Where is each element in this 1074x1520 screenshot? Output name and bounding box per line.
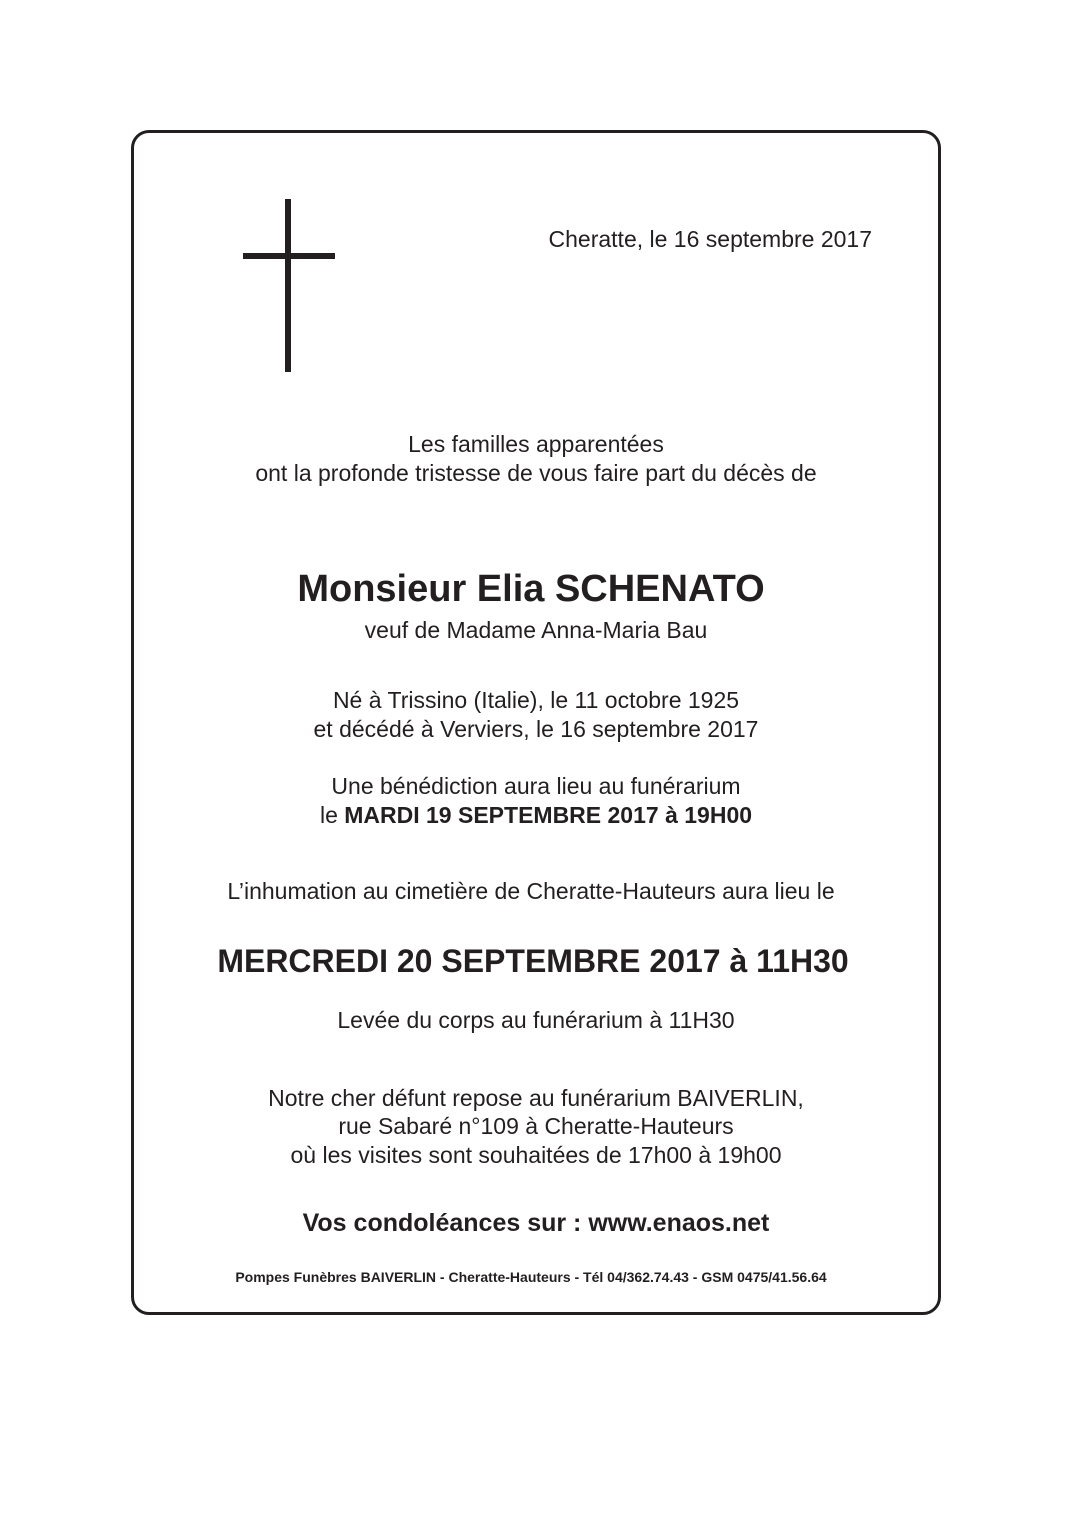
rest-line-2: rue Sabaré n°109 à Cheratte-Hauteurs [338, 1113, 734, 1139]
funeral-home-footer: Pompes Funèbres BAIVERLIN - Cheratte-Hauteurs - Tél 04/362.74.43 - GSM 0475/41.56.64 [235, 1269, 827, 1285]
blessing-date: MARDI 19 SEPTEMBRE 2017 à 19H00 [344, 802, 753, 828]
cross-vertical-bar [285, 199, 291, 372]
birth-line: Né à Trissino (Italie), le 11 octobre 1925 [332, 687, 740, 713]
burial-date: MERCREDI 20 SEPTEMBRE 2017 à 11H30 [217, 943, 849, 979]
cross-icon [243, 199, 335, 372]
blessing-line-2 [131, 804, 941, 827]
deceased-name: Monsieur Elia SCHENATO [297, 568, 765, 610]
rest-line-3: où les visites sont souhaitées de 17h00 à 19h00 [290, 1142, 782, 1168]
place-date: Cheratte, le 16 septembre 2017 [548, 226, 872, 252]
deceased-relation: veuf de Madame Anna-Maria Bau [364, 617, 708, 643]
rest-line-1: Notre cher défunt repose au funérarium BAIVERLIN, [268, 1085, 804, 1111]
blessing-line-1: Une bénédiction aura lieu au funérarium [331, 773, 741, 799]
condolences-line: Vos condoléances sur : www.enaos.net [302, 1209, 770, 1237]
blessing-prefix: le [319, 802, 345, 828]
cross-horizontal-bar [243, 253, 335, 259]
intro-line-2: ont la profonde tristesse de vous faire part du décès de [255, 460, 817, 486]
departure-line: Levée du corps au funérarium à 11H30 [337, 1007, 735, 1033]
death-line: et décédé à Verviers, le 16 septembre 2017 [313, 716, 759, 742]
intro-line-1: Les familles apparentées [408, 431, 664, 457]
burial-intro: L’inhumation au cimetière de Cheratte-Hauteurs aura lieu le [227, 878, 835, 904]
